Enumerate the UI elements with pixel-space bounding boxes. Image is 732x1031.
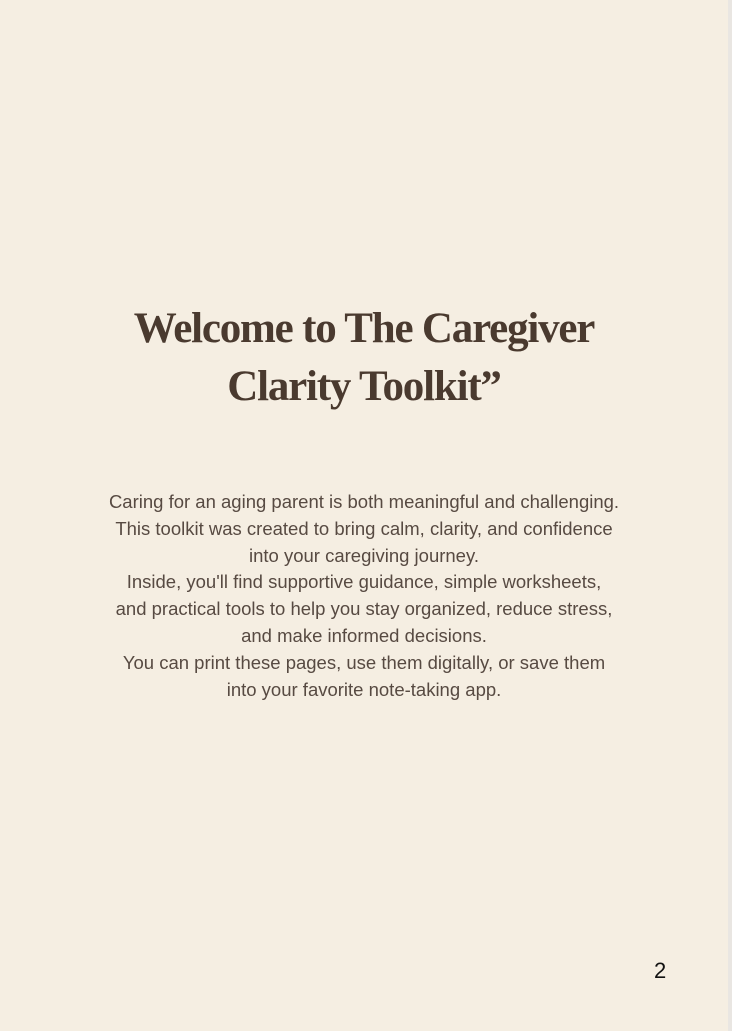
intro-paragraph (0, 489, 728, 703)
body-line: This toolkit was created to bring calm, clarity, and confidence (115, 517, 613, 539)
page-title (0, 300, 728, 416)
title-line: Welcome to The Caregiver (133, 305, 595, 352)
body-line: Caring for an aging parent is both meaningful and challenging. (108, 491, 620, 512)
body-line: and practical tools to help you stay organized, reduce stress, (115, 598, 613, 620)
body-line: Inside, you'll find supportive guidance, simple worksheets, (126, 571, 602, 593)
body-line: into your favorite note-taking app. (226, 678, 502, 700)
title-line: Clarity Toolkit” (227, 363, 501, 410)
body-line: and make informed decisions. (241, 624, 487, 646)
body-line: into your caregiving journey. (248, 544, 479, 566)
body-line: You can print these pages, use them digitally, or save them (122, 651, 606, 673)
page-number: 2 (654, 958, 667, 983)
